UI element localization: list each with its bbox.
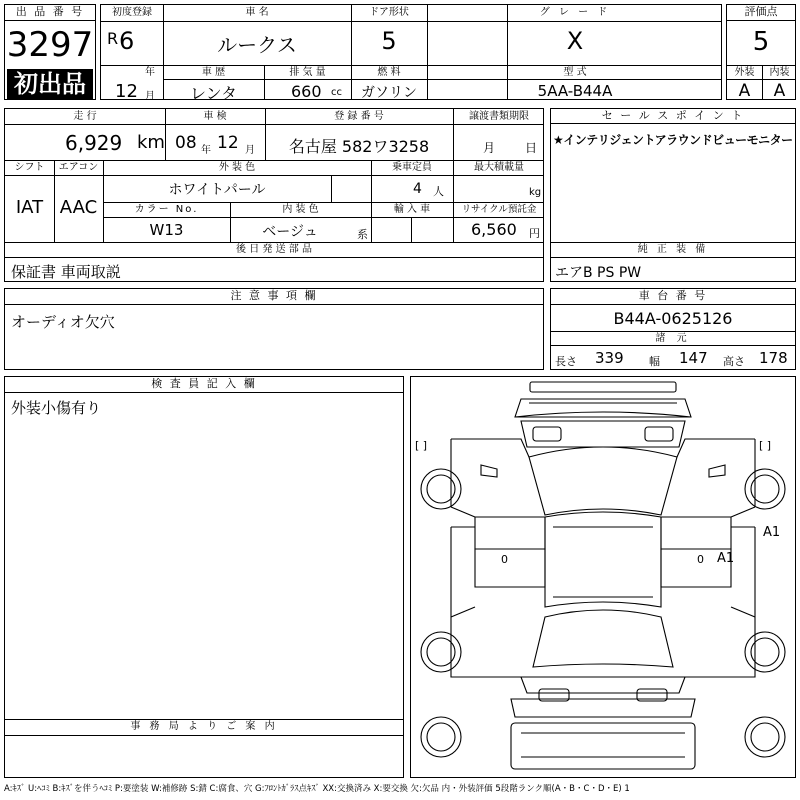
sales-points-box	[550, 108, 796, 282]
door-label: ドア形状	[369, 7, 409, 18]
displacement-label: 排 気 量	[289, 67, 326, 78]
vehicle-diagram	[410, 376, 796, 778]
width: 147	[679, 349, 708, 367]
insp-year-unit: 年	[201, 145, 211, 156]
interior-grade: A	[773, 81, 786, 101]
vehicle-header	[100, 4, 722, 103]
month-unit: 月	[145, 91, 155, 102]
inspector-text: 外装小傷有り	[11, 399, 102, 417]
notes-text: オーディオ欠穴	[11, 313, 115, 331]
import-label: 輸 入 車	[393, 204, 431, 215]
lot-box	[4, 4, 96, 100]
ac: AAC	[59, 197, 98, 218]
insp-month-unit: 月	[245, 145, 255, 156]
score-box	[726, 4, 796, 100]
fuel-label: 燃 料	[377, 67, 401, 78]
mileage-unit: km	[137, 132, 165, 153]
shift: IAT	[15, 197, 44, 218]
color-no-label: カラー No.	[134, 204, 199, 215]
grade: X	[566, 27, 584, 55]
displacement-unit: cc	[331, 87, 342, 98]
reg-number: 名古屋 582ワ3258	[288, 137, 430, 156]
model: 5AA-B44A	[537, 82, 613, 100]
length-label: 長さ	[555, 355, 577, 368]
inspector-label: 検 査 員 記 入 欄	[5, 377, 403, 393]
exterior-label: 外装	[734, 67, 755, 78]
details-box	[4, 108, 544, 282]
equipment: エアB PS PW	[555, 265, 642, 281]
sales-points-label: セ ー ル ス ポ イ ン ト	[551, 109, 795, 124]
reg-month: 12	[115, 81, 138, 102]
insp-month: 12	[217, 133, 239, 153]
later-items: 保証書 車両取説	[11, 263, 121, 281]
interior-label: 内装	[769, 67, 790, 78]
ext-color-label: 外 装 色	[218, 162, 256, 173]
year-unit: 年	[145, 67, 155, 78]
recycle-amount: 6,560	[471, 220, 517, 239]
shift-label: シフト	[14, 162, 45, 173]
chassis-number: B44A-0625126	[613, 309, 733, 328]
insp-year: 08	[175, 133, 197, 153]
height-label: 高さ	[723, 355, 745, 368]
max-load-label: 最大積載量	[474, 162, 524, 173]
history: レンタ	[190, 84, 237, 103]
capacity-label: 乗車定員	[392, 162, 432, 173]
ext-color: ホワイトパール	[168, 182, 266, 198]
int-color: ベージュ	[262, 224, 318, 240]
inspector-box	[4, 376, 404, 778]
sales-points-text: ★インテリジェントアラウンドビューモニター	[553, 133, 793, 147]
car-name-label: 車 名	[245, 7, 269, 18]
capacity: 4	[413, 181, 422, 197]
lot-number: 3297	[6, 25, 94, 65]
transfer-day: 日	[525, 141, 538, 155]
equipment-label: 純 正 装 備	[637, 244, 709, 255]
legend: A:ｷｽﾞ U:ﾍｺﾐ B:ｷｽﾞを伴うﾍｺﾐ P:要塗装 W:補修跡 S:錆 C:腐食、穴 G:ﾌﾛﾝﾄｶﾞﾗｽ点ｷｽﾞ XX:交換済み X:要交換 欠:欠品 内・外装評価 5段階ランク順(A・B・C・D・E) 1	[4, 784, 630, 794]
later-items-label: 後 日 発 送 部 品	[236, 244, 312, 255]
office-label: 事 務 局 よ り ご 案 内	[130, 721, 278, 732]
capacity-unit: 人	[433, 185, 444, 198]
lot-label: 出 品 番 号	[5, 5, 95, 21]
doors: 5	[381, 27, 397, 55]
max-load-unit: kg	[529, 187, 542, 198]
notes-box	[4, 288, 544, 370]
fuel: ガソリン	[361, 85, 417, 101]
specs-label: 諸 元	[655, 333, 691, 344]
first-listing-badge: 初出品	[7, 69, 93, 99]
height: 178	[759, 349, 788, 367]
score-label: 評価点	[727, 5, 795, 21]
car-outline	[411, 377, 795, 777]
inspection-label: 車 検	[203, 111, 227, 122]
ac-label: エアコン	[58, 162, 99, 173]
recycle-label: リサイクル預託金	[461, 204, 537, 215]
history-label: 車 歴	[201, 67, 226, 78]
model-label: 型 式	[563, 67, 587, 78]
era: R	[107, 29, 119, 48]
damage-mark-door: A1	[717, 551, 735, 566]
reg-number-label: 登 録 番 号	[334, 111, 384, 122]
notes-label: 注 意 事 項 欄	[5, 289, 543, 305]
recycle-unit: 円	[529, 227, 540, 240]
int-color-unit: 系	[357, 228, 368, 241]
car-name: ルークス	[217, 33, 297, 57]
grade-label: グ レ ー ド	[539, 7, 611, 18]
mileage: 6,929	[65, 131, 123, 155]
length: 339	[595, 349, 624, 367]
color-no: W13	[149, 221, 184, 239]
exterior-grade: A	[738, 81, 751, 101]
first-reg-label: 初度登録	[112, 7, 152, 18]
transfer-label: 譲渡書類期限	[469, 111, 529, 122]
chassis-label: 車 台 番 号	[551, 289, 795, 305]
zero-right: 0	[697, 553, 704, 566]
damage-mark-right: A1	[763, 525, 781, 540]
mileage-label: 走 行	[73, 111, 97, 122]
bracket-left: [ ]	[415, 439, 428, 452]
zero-left: 0	[501, 553, 508, 566]
int-color-label: 内 装 色	[282, 204, 319, 215]
width-label: 幅	[649, 355, 660, 368]
bracket-right: [ ]	[759, 439, 772, 452]
transfer-month: 月	[483, 141, 496, 155]
reg-year: 6	[119, 27, 135, 55]
score: 5	[752, 27, 770, 57]
chassis-box	[550, 288, 796, 370]
displacement: 660	[291, 82, 322, 101]
